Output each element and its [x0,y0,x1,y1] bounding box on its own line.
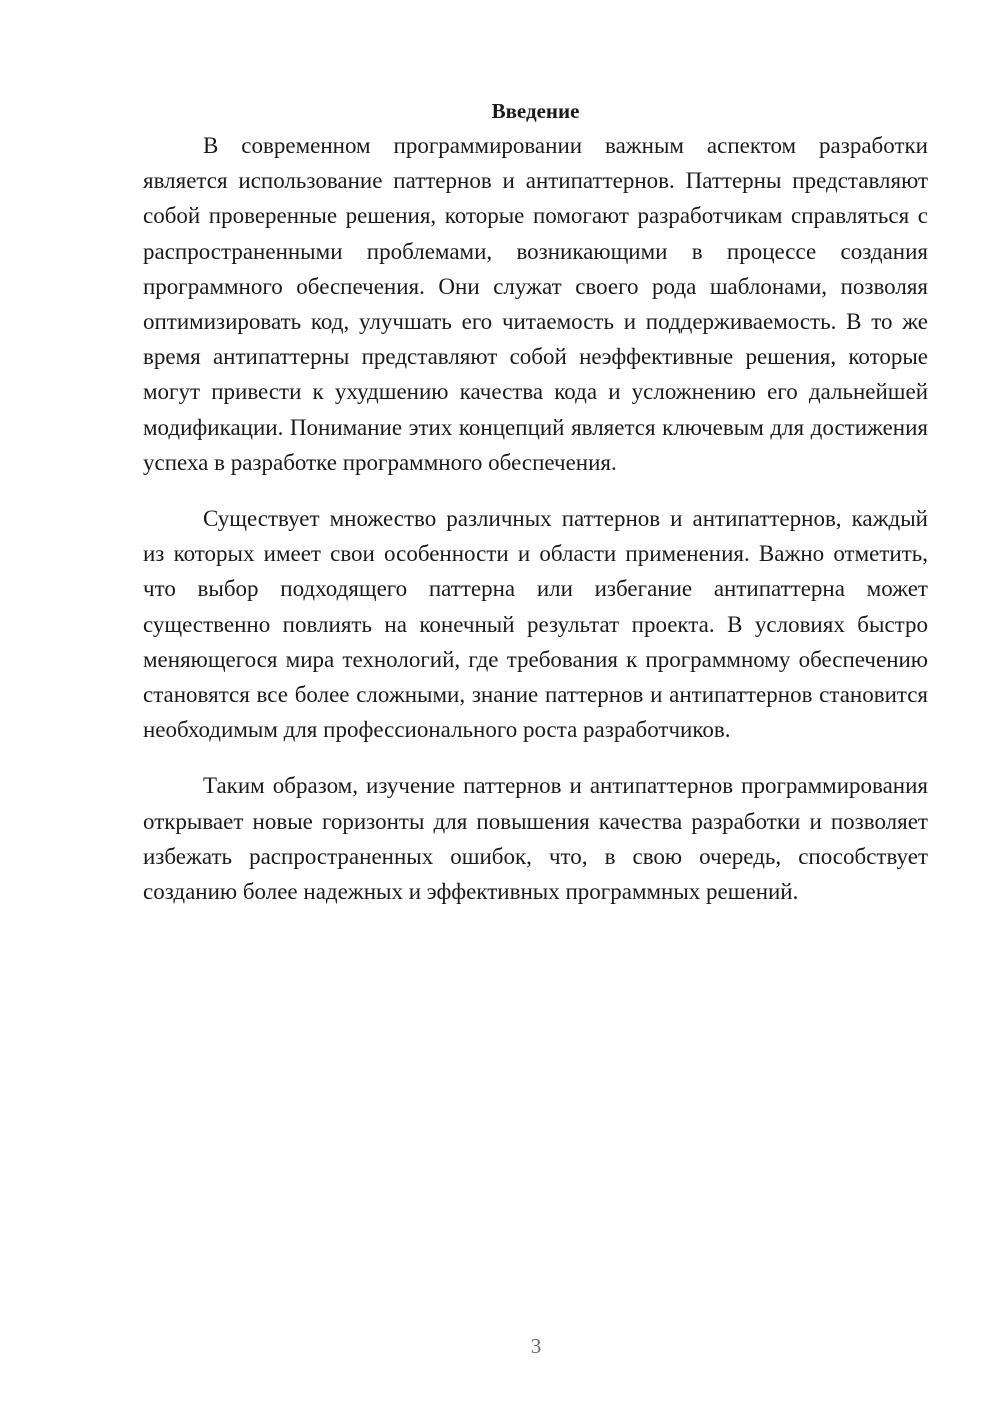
paragraph-2: Существует множество различных паттернов и антипаттернов, каждый из которых имеет свои особенности и области применения. Важно отметить, что выбор подходящего паттерна или избегание антипаттерна может существенно повлиять на конечный результат проекта. В условиях быстро меняющегося мира технологий, где требования к программному обеспечению становятся все более сложными, знание паттернов и антипаттернов становится необходимым для профессионального роста разработчиков. [143,506,928,743]
page-number: 3 [530,1334,542,1358]
page-content [143,96,928,909]
paragraph-1: В современном программировании важным аспектом разработки является использование паттернов и антипаттернов. Паттерны представляют собой проверенные решения, которые помогают разработчикам справляться с распространенными проблемами, возникающими в процессе создания программного обеспечения. Они служат своего рода шаблонами, позволяя оптимизировать код, улучшать его читаемость и поддерживаемость. В то же время антипаттерны представляют собой неэффективные решения, которые могут привести к ухудшению качества кода и усложнению его дальнейшей модификации. Понимание этих концепций является ключевым для достижения успеха в разработке программного обеспечения. [143,133,928,475]
paragraph-3: Таким образом, изучение паттернов и антипаттернов программирования открывает новые горизонты для повышения качества разработки и позволяет избежать распространенных ошибок, что, в свою очередь, способствует созданию более надежных и эффективных программных решений. [143,773,928,905]
section-title: Введение [491,99,580,123]
